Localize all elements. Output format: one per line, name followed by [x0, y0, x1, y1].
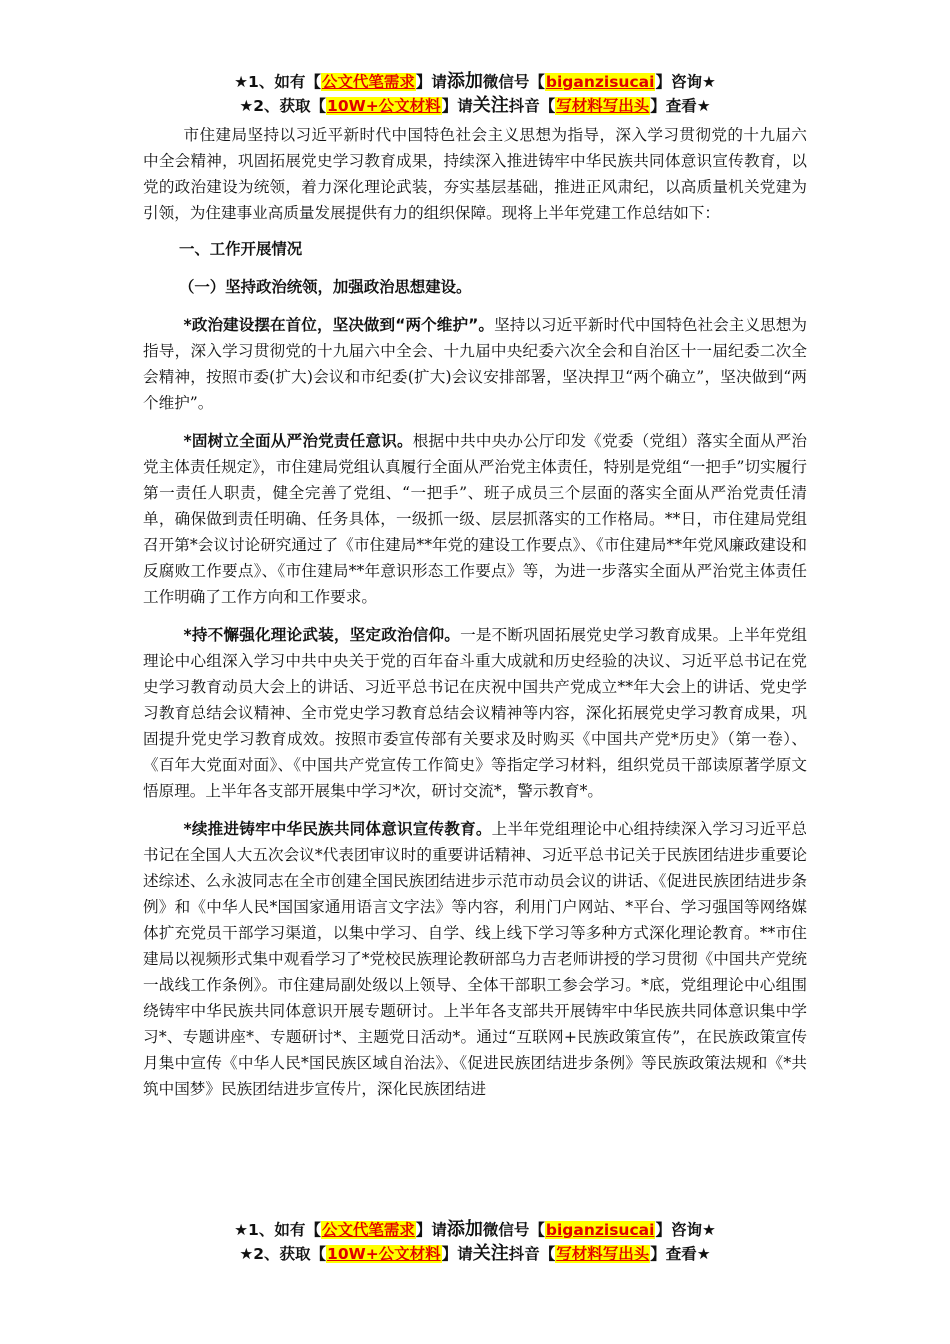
promo-text: ★1、如有【 — [234, 73, 321, 91]
intro-paragraph: 市住建局坚持以习近平新时代中国特色社会主义思想为指导，深入学习贯彻党的十九届六中全会精神，巩固拓展党史学习教育成果，持续深入推进铸牢中华民族共同体意识宣传教育，以党的政治建设为统领，着力深化理论武装，夯实基层基础，推进正风肃纪，以高质量机关党建为引领，为住建事业高质量发展提供有力的组织保障。现将上半年党建工作总结如下： — [143, 126, 807, 222]
promo-emphasis: 添加 — [446, 71, 483, 92]
paragraph-text: 根据中共中央办公厅印发《党委（党组）落实全面从严治党主体责任规定》，市住建局党组认真履行全面从严治党主体责任，特别是党组“一把手”切实履行第一责任人职责，健全完善了党组、“一把手”、班子成员三个层面的落实全面从严治党责任清单，确保做到责任明确、任务具体，一级抓一级、层层抓落实的工作格局。**日，市住建局党组召开第*会议讨论研究通过了《市住建局**年党的建设工作要点》、《市住建局**年党风廉政建设和反腐败工作要点》、《市住建局**年意识形态工作要点》等，为进一步落实全面从严治党主体责任工作明确了工作方向和工作要求。 — [143, 432, 807, 606]
promo-highlight: 公文代笔需求 — [321, 73, 415, 91]
promo-text: ★1、如有【 — [234, 1221, 321, 1239]
promo-text: 】请 — [441, 1245, 473, 1263]
body-paragraph — [143, 622, 807, 804]
body-paragraph — [143, 428, 807, 610]
promo-text: 】请 — [441, 97, 473, 115]
paragraph-lead: *持不懈强化理论武装，坚定政治信仰。 — [183, 626, 461, 644]
promo-emphasis: 关注 — [472, 1243, 509, 1264]
paragraph-text: 一是不断巩固拓展党史学习教育成果。上半年党组理论中心组深入学习中共中央关于党的百年奋斗重大成就和历史经验的决议、习近平总书记在党史学习教育动员大会上的讲话、习近平总书记在庆祝中国共产党成立**年大会上的讲话、党史学习教育总结会议精神、全市党史学习教育总结会议精神等内容，深化拓展党史学习教育成果，巩固提升党史学习教育成效。按照市委宣传部有关要求及时购买《中国共产党*历史》（第一卷）、《百年大党面对面》、《中国共产党宣传工作简史》等指定学习材料，组织党员干部读原著学原文悟原理。上半年各支部开展集中学习*次，研讨交流*，警示教育*。 — [143, 626, 807, 800]
promo-text: 】查看★ — [650, 97, 711, 115]
promo-text: 抖音【 — [508, 97, 556, 115]
paragraph-lead: *政治建设摆在首位，坚决做到“两个维护”。 — [183, 316, 495, 334]
paragraph-text: 坚持以习近平新时代中国特色社会主义思想为指导，深入学习贯彻党的十九届六中全会、十九届中央纪委六次全会和自治区十一届纪委二次全会精神，按照市委(扩大)会议和市纪委(扩大)会议安排部署，坚决捍卫“两个确立”，坚决做到“两个维护”。 — [143, 316, 807, 412]
promo-highlight: 10W+公文材料 — [327, 1245, 441, 1263]
promo-highlight: 写材料写出头 — [556, 1245, 650, 1263]
promo-line-top-2 — [0, 94, 950, 118]
promo-highlight: 10W+公文材料 — [327, 97, 441, 115]
promo-text: 微信号【 — [482, 73, 545, 91]
section-heading: 一、工作开展情况 — [179, 240, 303, 258]
promo-text: 微信号【 — [482, 1221, 545, 1239]
document-body — [143, 122, 807, 1102]
promo-highlight: biganzisucai — [545, 1221, 655, 1239]
promo-text: 抖音【 — [508, 1245, 556, 1263]
body-paragraph — [143, 312, 807, 416]
promo-highlight: biganzisucai — [545, 73, 655, 91]
promo-text: 】咨询★ — [655, 1221, 716, 1239]
promo-text: 】请 — [415, 73, 447, 91]
promo-text: 】请 — [415, 1221, 447, 1239]
promo-text: ★2、获取【 — [239, 1245, 327, 1263]
promo-highlight: 公文代笔需求 — [321, 1221, 415, 1239]
paragraph-lead: *续推进铸牢中华民族共同体意识宣传教育。 — [183, 820, 492, 838]
paragraph-lead: *固树立全面从严治党责任意识。 — [183, 432, 413, 450]
promo-text: 】查看★ — [650, 1245, 711, 1263]
body-paragraph — [143, 816, 807, 1102]
subsection-heading: （一）坚持政治统领，加强政治思想建设。 — [179, 278, 472, 296]
promo-line-top-1 — [0, 70, 950, 94]
promo-line-bottom-2 — [0, 1242, 950, 1266]
promo-text: ★2、获取【 — [239, 97, 327, 115]
paragraph-text: 上半年党组理论中心组持续深入学习习近平总书记在全国人大五次会议*代表团审议时的重要讲话精神、习近平总书记关于民族团结进步重要论述综述、么永波同志在全市创建全国民族团结进步示范市动员会议的讲话、《促进民族团结进步条例》和《中华人民*国国家通用语言文字法》等内容，利用门户网站、*平台、学习强国等网络媒体扩充党员干部学习渠道，以集中学习、自学、线上线下学习等多种方式深化理论教育。**市住建局以视频形式集中观看学习了*党校民族理论教研部乌力吉老师讲授的学习贯彻《中国共产党统一战线工作条例》。市住建局副处级以上领导、全体干部职工参会学习。*底，党组理论中心组围绕铸牢中华民族共同体意识开展专题研讨。上半年各支部共开展铸牢中华民族共同体意识集中学习*、专题讲座*、专题研讨*、主题党日活动*。通过“互联网+民族政策宣传”，在民族政策宣传月集中宣传《中华人民*国民族区域自治法》、《促进民族团结进步条例》等民族政策法规和《*共筑中国梦》民族团结进步宣传片，深化民族团结进 — [143, 820, 807, 1098]
promo-emphasis: 关注 — [472, 95, 509, 116]
promo-highlight: 写材料写出头 — [556, 97, 650, 115]
promo-text: 】咨询★ — [655, 73, 716, 91]
promo-line-bottom-1 — [0, 1218, 950, 1242]
promo-emphasis: 添加 — [446, 1219, 483, 1240]
